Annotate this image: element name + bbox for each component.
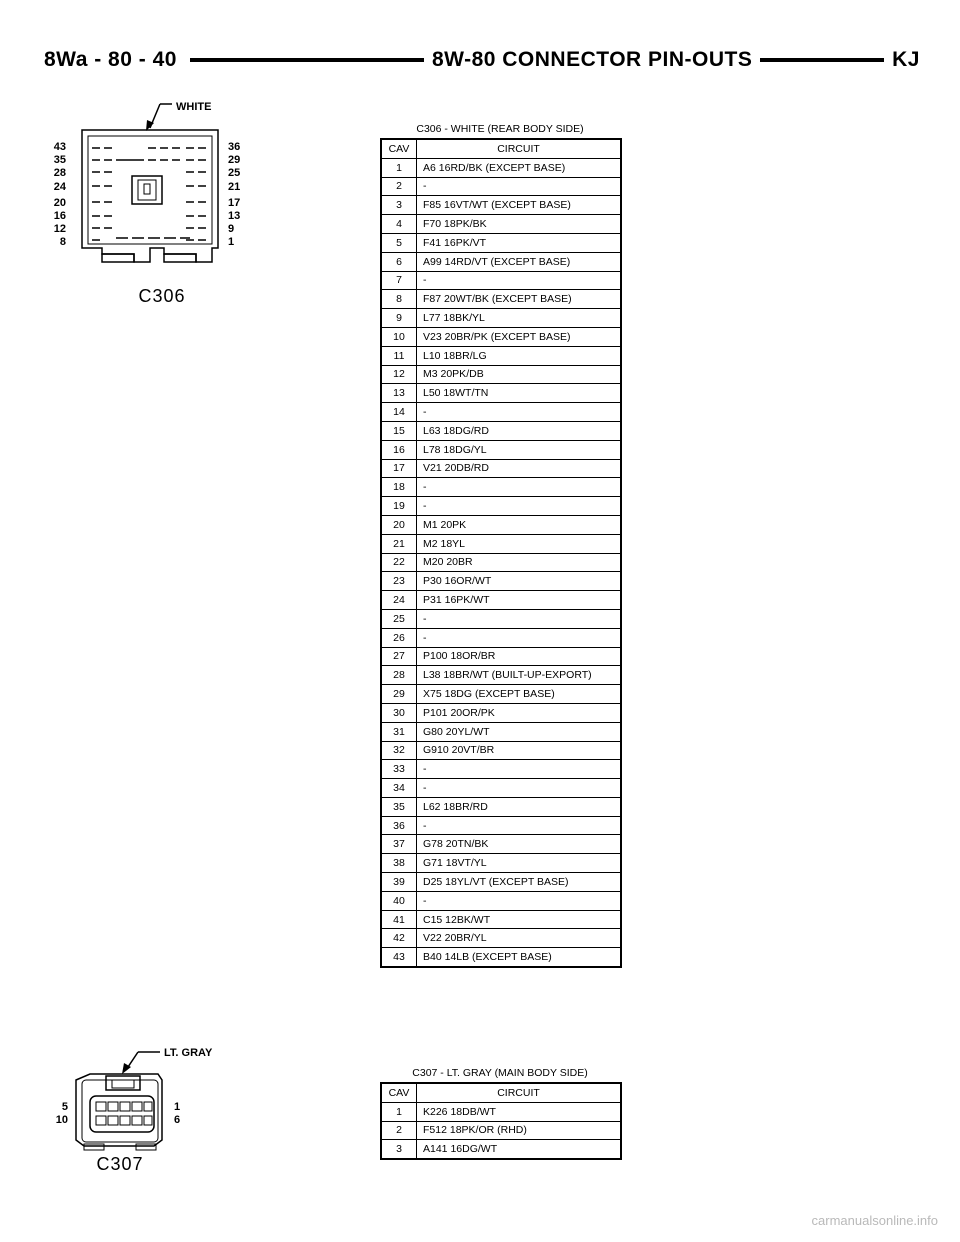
cav-cell: 30: [381, 703, 417, 722]
table-row: [381, 703, 621, 722]
table-row: [381, 666, 621, 685]
circuit-cell: L62 18BR/RD: [417, 797, 622, 816]
table-row: [381, 1121, 621, 1140]
table-row: [381, 346, 621, 365]
c306-pin-label: 20: [53, 197, 66, 209]
cav-cell: 11: [381, 346, 417, 365]
c306-pin-label: 1: [228, 236, 235, 248]
table-row: [381, 873, 621, 892]
circuit-cell: P100 18OR/BR: [417, 647, 622, 666]
circuit-cell: -: [417, 403, 622, 422]
table-row: [381, 854, 621, 873]
circuit-cell: F87 20WT/BK (EXCEPT BASE): [417, 290, 622, 309]
c307-pin-label: 5: [61, 1101, 68, 1113]
cav-cell: 39: [381, 873, 417, 892]
circuit-cell: -: [417, 177, 622, 196]
table-row: [381, 685, 621, 704]
table-row: [381, 233, 621, 252]
cav-cell: 29: [381, 685, 417, 704]
circuit-cell: F41 16PK/VT: [417, 233, 622, 252]
c307-pin-label: 1: [174, 1101, 181, 1113]
cav-cell: 22: [381, 553, 417, 572]
table-row: [381, 327, 621, 346]
circuit-cell: F70 18PK/BK: [417, 215, 622, 234]
circuit-cell: A99 14RD/VT (EXCEPT BASE): [417, 252, 622, 271]
circuit-cell: G80 20YL/WT: [417, 722, 622, 741]
circuit-cell: G71 18VT/YL: [417, 854, 622, 873]
cav-cell: 20: [381, 515, 417, 534]
cav-cell: 28: [381, 666, 417, 685]
cav-cell: 43: [381, 948, 417, 967]
watermark: carmanualsonline.info: [811, 1213, 938, 1228]
c307-table-title: C307 - LT. GRAY (MAIN BODY SIDE): [412, 1067, 588, 1079]
table-row: [381, 722, 621, 741]
c306-pin-label: 16: [53, 210, 66, 222]
cav-cell: 10: [381, 327, 417, 346]
cav-cell: 9: [381, 309, 417, 328]
c306-table-title: C306 - WHITE (REAR BODY SIDE): [416, 123, 584, 135]
table-row: [381, 158, 621, 177]
table-row: [381, 252, 621, 271]
col-circuit: CIRCUIT: [417, 1083, 622, 1102]
c306-pinout-table: [380, 138, 622, 968]
c306-pin-label: 24: [53, 181, 66, 193]
cav-cell: 4: [381, 215, 417, 234]
cav-cell: 18: [381, 478, 417, 497]
cav-cell: 26: [381, 628, 417, 647]
c307-connector-name: C307: [96, 1154, 144, 1174]
table-row: [381, 309, 621, 328]
circuit-cell: F85 16VT/WT (EXCEPT BASE): [417, 196, 622, 215]
circuit-cell: M2 18YL: [417, 534, 622, 553]
cav-cell: 32: [381, 741, 417, 760]
c306-pin-label: 9: [228, 223, 235, 235]
table-row: [381, 1140, 621, 1159]
cav-cell: 38: [381, 854, 417, 873]
circuit-cell: M3 20PK/DB: [417, 365, 622, 384]
c306-pin-label: 29: [228, 154, 241, 166]
table-header-row: [381, 139, 621, 158]
circuit-cell: L78 18DG/YL: [417, 440, 622, 459]
page-number: 8Wa - 80 - 40: [44, 44, 185, 76]
table-row: [381, 572, 621, 591]
circuit-cell: -: [417, 628, 622, 647]
cav-cell: 21: [381, 534, 417, 553]
table-row: [381, 760, 621, 779]
c306-pin-label: 21: [228, 181, 241, 193]
table-row: [381, 365, 621, 384]
cav-cell: 25: [381, 609, 417, 628]
cav-cell: 16: [381, 440, 417, 459]
circuit-cell: P31 16PK/WT: [417, 591, 622, 610]
c306-connector-name: C306: [138, 286, 186, 306]
cav-cell: 37: [381, 835, 417, 854]
cav-cell: 41: [381, 910, 417, 929]
circuit-cell: -: [417, 497, 622, 516]
c307-pinout-table: [380, 1082, 622, 1160]
cav-cell: 24: [381, 591, 417, 610]
table-row: [381, 534, 621, 553]
cav-cell: 14: [381, 403, 417, 422]
c306-pin-label: 13: [228, 210, 241, 222]
cav-cell: 17: [381, 459, 417, 478]
c306-pin-label: 28: [53, 167, 66, 179]
table-row: [381, 440, 621, 459]
circuit-cell: V23 20BR/PK (EXCEPT BASE): [417, 327, 622, 346]
table-row: [381, 779, 621, 798]
table-row: [381, 459, 621, 478]
cav-cell: 2: [381, 1121, 417, 1140]
c307-pin-label: 10: [55, 1114, 68, 1126]
table-row: [381, 741, 621, 760]
c306-pin-label: 12: [53, 223, 66, 235]
circuit-cell: M20 20BR: [417, 553, 622, 572]
circuit-cell: A6 16RD/BK (EXCEPT BASE): [417, 158, 622, 177]
table-row: [381, 290, 621, 309]
cav-cell: 1: [381, 1102, 417, 1121]
circuit-cell: L63 18DG/RD: [417, 421, 622, 440]
c306-pin-label: 25: [228, 167, 241, 179]
cav-cell: 42: [381, 929, 417, 948]
table-row: [381, 271, 621, 290]
table-row: [381, 515, 621, 534]
circuit-cell: L77 18BK/YL: [417, 309, 622, 328]
cav-cell: 3: [381, 1140, 417, 1159]
vehicle-code: KJ: [884, 44, 920, 76]
table-header-row: [381, 1083, 621, 1102]
table-row: [381, 177, 621, 196]
circuit-cell: -: [417, 816, 622, 835]
circuit-cell: V21 20DB/RD: [417, 459, 622, 478]
cav-cell: 13: [381, 384, 417, 403]
c306-pin-label: 36: [228, 141, 241, 153]
cav-cell: 3: [381, 196, 417, 215]
circuit-cell: C15 12BK/WT: [417, 910, 622, 929]
table-row: [381, 797, 621, 816]
cav-cell: 23: [381, 572, 417, 591]
cav-cell: 6: [381, 252, 417, 271]
circuit-cell: K226 18DB/WT: [417, 1102, 622, 1121]
cav-cell: 12: [381, 365, 417, 384]
circuit-cell: P101 20OR/PK: [417, 703, 622, 722]
cav-cell: 36: [381, 816, 417, 835]
cav-cell: 33: [381, 760, 417, 779]
cav-cell: 27: [381, 647, 417, 666]
circuit-cell: V22 20BR/YL: [417, 929, 622, 948]
col-circuit: CIRCUIT: [417, 139, 622, 158]
circuit-cell: G910 20VT/BR: [417, 741, 622, 760]
table-row: [381, 403, 621, 422]
table-row: [381, 384, 621, 403]
table-row: [381, 835, 621, 854]
table-row: [381, 421, 621, 440]
circuit-cell: -: [417, 779, 622, 798]
cav-cell: 1: [381, 158, 417, 177]
cav-cell: 15: [381, 421, 417, 440]
c306-pin-label: 8: [59, 236, 66, 248]
table-row: [381, 628, 621, 647]
circuit-cell: L10 18BR/LG: [417, 346, 622, 365]
cav-cell: 7: [381, 271, 417, 290]
table-row: [381, 609, 621, 628]
table-row: [381, 891, 621, 910]
circuit-cell: X75 18DG (EXCEPT BASE): [417, 685, 622, 704]
table-row: [381, 497, 621, 516]
table-row: [381, 948, 621, 967]
table-row: [381, 478, 621, 497]
table-row: [381, 929, 621, 948]
cav-cell: 35: [381, 797, 417, 816]
circuit-cell: -: [417, 478, 622, 497]
table-row: [381, 591, 621, 610]
circuit-cell: -: [417, 609, 622, 628]
circuit-cell: P30 16OR/WT: [417, 572, 622, 591]
table-row: [381, 910, 621, 929]
circuit-cell: -: [417, 891, 622, 910]
circuit-cell: A141 16DG/WT: [417, 1140, 622, 1159]
circuit-cell: F512 18PK/OR (RHD): [417, 1121, 622, 1140]
circuit-cell: M1 20PK: [417, 515, 622, 534]
page-title: 8W-80 CONNECTOR PIN-OUTS: [424, 44, 760, 76]
c307-color-label: LT. GRAY: [164, 1047, 213, 1059]
c306-color-label: WHITE: [176, 101, 212, 113]
circuit-cell: L50 18WT/TN: [417, 384, 622, 403]
table-row: [381, 553, 621, 572]
circuit-cell: L38 18BR/WT (BUILT-UP-EXPORT): [417, 666, 622, 685]
cav-cell: 40: [381, 891, 417, 910]
cav-cell: 2: [381, 177, 417, 196]
circuit-cell: -: [417, 760, 622, 779]
c306-pin-label: 43: [53, 141, 66, 153]
cav-cell: 34: [381, 779, 417, 798]
table-row: [381, 816, 621, 835]
table-row: [381, 647, 621, 666]
cav-cell: 8: [381, 290, 417, 309]
c306-pin-label: 35: [53, 154, 66, 166]
cav-cell: 5: [381, 233, 417, 252]
cav-cell: 31: [381, 722, 417, 741]
circuit-cell: G78 20TN/BK: [417, 835, 622, 854]
circuit-cell: B40 14LB (EXCEPT BASE): [417, 948, 622, 967]
cav-cell: 19: [381, 497, 417, 516]
c306-pin-label: 17: [228, 197, 241, 209]
col-cav: CAV: [381, 139, 417, 158]
table-row: [381, 1102, 621, 1121]
col-cav: CAV: [381, 1083, 417, 1102]
circuit-cell: D25 18YL/VT (EXCEPT BASE): [417, 873, 622, 892]
c307-pin-label: 6: [174, 1114, 181, 1126]
table-row: [381, 215, 621, 234]
table-row: [381, 196, 621, 215]
circuit-cell: -: [417, 271, 622, 290]
